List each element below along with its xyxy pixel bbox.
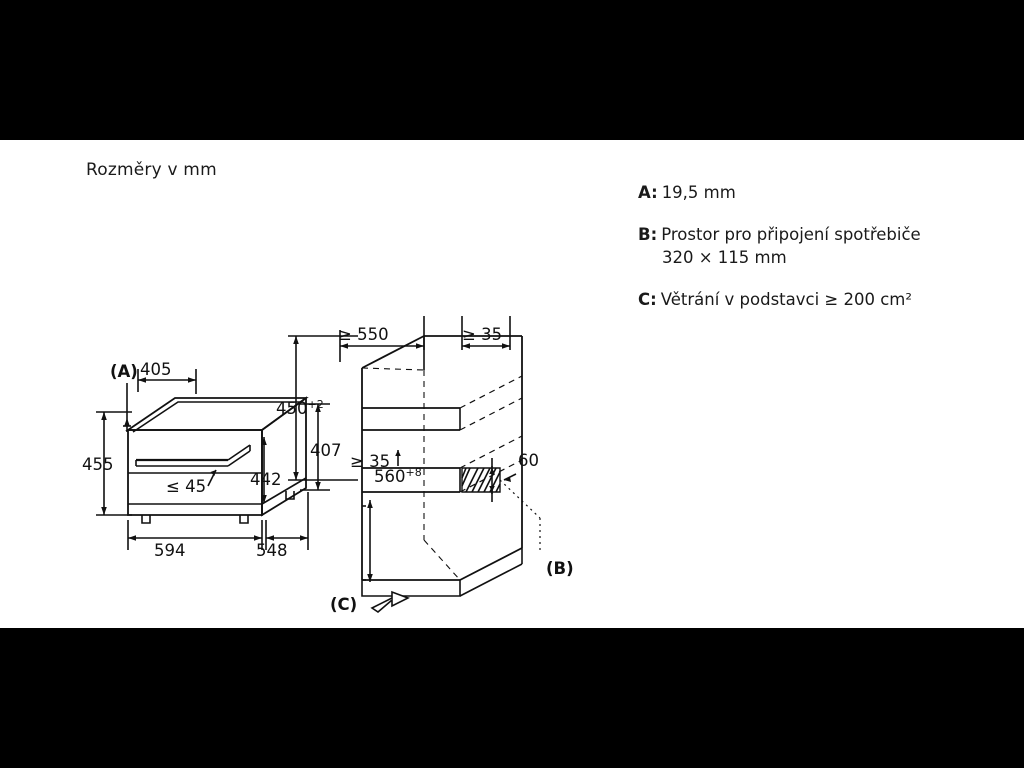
svg-text:60: 60	[518, 451, 539, 470]
legend-key-c: C:	[638, 289, 657, 309]
legend-item-c	[638, 289, 1008, 311]
svg-text:≥ 35: ≥ 35	[350, 452, 391, 471]
svg-text:455: 455	[82, 455, 114, 474]
svg-text:407: 407	[310, 441, 342, 460]
svg-text:≥ 550: ≥ 550	[338, 325, 389, 344]
legend-item-a	[638, 182, 1008, 204]
svg-text:548: 548	[256, 541, 288, 560]
legend-text-a: 19,5 mm	[661, 183, 736, 202]
legend-key-b: B:	[638, 225, 658, 245]
svg-text:(C): (C)	[330, 595, 358, 614]
legend	[638, 182, 1008, 331]
legend-text-b: Prostor pro připojení spotřebiče	[661, 225, 921, 245]
svg-text:594: 594	[154, 541, 186, 560]
legend-key-a: A:	[638, 183, 658, 202]
svg-text:≤ 45: ≤ 45	[166, 477, 207, 496]
legend-text-c: Větrání v podstavci ≥ 200 cm²	[660, 289, 912, 309]
svg-text:405: 405	[140, 360, 172, 379]
svg-text:450+2: $450^{+2}$	[276, 398, 324, 418]
svg-text:560+8: $560^{+8}$	[374, 466, 422, 486]
legend-subtext-b: 320 × 115 mm	[662, 247, 787, 267]
svg-text:442: 442	[250, 470, 282, 489]
svg-text:(B): (B)	[546, 559, 574, 578]
diagram-sheet	[0, 140, 1024, 628]
page-title: Rozměry v mm	[86, 160, 217, 180]
svg-text:≥ 35: ≥ 35	[462, 325, 503, 344]
legend-item-b	[638, 224, 1008, 269]
svg-text:(A): (A)	[110, 362, 138, 381]
